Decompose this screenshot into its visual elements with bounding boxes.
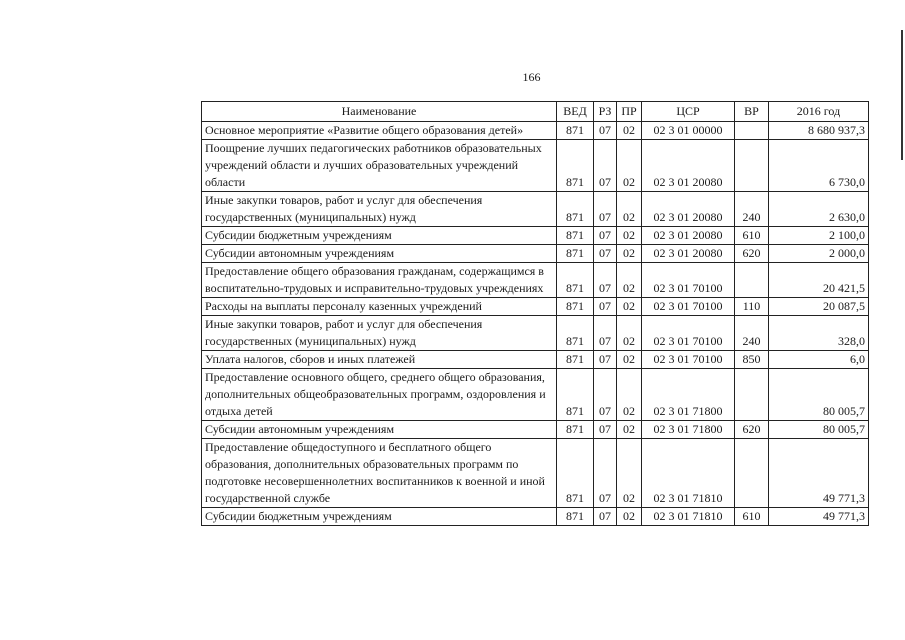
cell-ved: 871 xyxy=(557,122,594,140)
cell-pr: 02 xyxy=(617,263,642,298)
cell-pr: 02 xyxy=(617,439,642,508)
cell-vr: 620 xyxy=(735,245,769,263)
cell-sum: 80 005,7 xyxy=(769,421,869,439)
cell-ved: 871 xyxy=(557,369,594,421)
cell-vr xyxy=(735,122,769,140)
cell-rz: 07 xyxy=(594,263,617,298)
table-row xyxy=(202,263,869,298)
cell-csr: 02 3 01 71810 xyxy=(642,508,735,526)
budget-table xyxy=(201,101,869,526)
cell-vr xyxy=(735,140,769,192)
cell-csr: 02 3 01 70100 xyxy=(642,316,735,351)
header-sum: 2016 год xyxy=(769,102,869,122)
cell-name: Предоставление основного общего, среднего общего образования, дополнительных общеобразовательных программ, оздоровления и отдыха детей xyxy=(202,369,557,421)
cell-vr: 610 xyxy=(735,508,769,526)
cell-sum: 328,0 xyxy=(769,316,869,351)
table-row xyxy=(202,421,869,439)
cell-vr xyxy=(735,263,769,298)
cell-ved: 871 xyxy=(557,316,594,351)
cell-name: Иные закупки товаров, работ и услуг для обеспечения государственных (муниципальных) нужд xyxy=(202,316,557,351)
cell-ved: 871 xyxy=(557,227,594,245)
cell-pr: 02 xyxy=(617,140,642,192)
cell-sum: 80 005,7 xyxy=(769,369,869,421)
cell-name: Предоставление общего образования гражданам, содержащимся в воспитательно-трудовых и исправительно-трудовых учреждениях xyxy=(202,263,557,298)
cell-pr: 02 xyxy=(617,192,642,227)
cell-csr: 02 3 01 20080 xyxy=(642,227,735,245)
table-row xyxy=(202,351,869,369)
page-number: 166 xyxy=(522,70,541,84)
cell-csr: 02 3 01 70100 xyxy=(642,351,735,369)
cell-vr: 240 xyxy=(735,192,769,227)
header-pr: ПР xyxy=(617,102,642,122)
cell-rz: 07 xyxy=(594,140,617,192)
cell-pr: 02 xyxy=(617,122,642,140)
cell-sum: 6 730,0 xyxy=(769,140,869,192)
cell-pr: 02 xyxy=(617,227,642,245)
header-csr: ЦСР xyxy=(642,102,735,122)
cell-sum: 6,0 xyxy=(769,351,869,369)
cell-ved: 871 xyxy=(557,245,594,263)
table-row xyxy=(202,298,869,316)
cell-rz: 07 xyxy=(594,439,617,508)
cell-ved: 871 xyxy=(557,140,594,192)
cell-name: Поощрение лучших педагогических работников образовательных учреждений области и лучших образовательных учреждений области xyxy=(202,140,557,192)
cell-pr: 02 xyxy=(617,351,642,369)
cell-rz: 07 xyxy=(594,369,617,421)
cell-sum: 49 771,3 xyxy=(769,508,869,526)
cell-name: Уплата налогов, сборов и иных платежей xyxy=(202,351,557,369)
cell-rz: 07 xyxy=(594,351,617,369)
cell-csr: 02 3 01 70100 xyxy=(642,263,735,298)
cell-pr: 02 xyxy=(617,298,642,316)
cell-sum: 2 630,0 xyxy=(769,192,869,227)
cell-csr: 02 3 01 70100 xyxy=(642,298,735,316)
cell-sum: 8 680 937,3 xyxy=(769,122,869,140)
cell-vr: 620 xyxy=(735,421,769,439)
cell-csr: 02 3 01 71810 xyxy=(642,439,735,508)
table-row xyxy=(202,192,869,227)
cell-pr: 02 xyxy=(617,421,642,439)
header-name: Наименование xyxy=(202,102,557,122)
table-row xyxy=(202,439,869,508)
cell-ved: 871 xyxy=(557,508,594,526)
cell-sum: 2 000,0 xyxy=(769,245,869,263)
cell-ved: 871 xyxy=(557,192,594,227)
cell-ved: 871 xyxy=(557,351,594,369)
table-row xyxy=(202,245,869,263)
cell-name: Субсидии автономным учреждениям xyxy=(202,421,557,439)
cell-csr: 02 3 01 71800 xyxy=(642,421,735,439)
cell-sum: 2 100,0 xyxy=(769,227,869,245)
cell-pr: 02 xyxy=(617,508,642,526)
cell-pr: 02 xyxy=(617,369,642,421)
header-ved: ВЕД xyxy=(557,102,594,122)
cell-name: Основное мероприятие «Развитие общего образования детей» xyxy=(202,122,557,140)
cell-rz: 07 xyxy=(594,298,617,316)
cell-csr: 02 3 01 00000 xyxy=(642,122,735,140)
cell-vr: 850 xyxy=(735,351,769,369)
cell-ved: 871 xyxy=(557,439,594,508)
cell-ved: 871 xyxy=(557,421,594,439)
table-body xyxy=(202,122,869,526)
cell-vr xyxy=(735,439,769,508)
cell-vr: 610 xyxy=(735,227,769,245)
cell-sum: 49 771,3 xyxy=(769,439,869,508)
header-vr: ВР xyxy=(735,102,769,122)
cell-sum: 20 421,5 xyxy=(769,263,869,298)
table-row xyxy=(202,369,869,421)
cell-rz: 07 xyxy=(594,227,617,245)
table-header-row xyxy=(202,102,869,122)
cell-rz: 07 xyxy=(594,122,617,140)
cell-csr: 02 3 01 71800 xyxy=(642,369,735,421)
cell-ved: 871 xyxy=(557,298,594,316)
table-row xyxy=(202,122,869,140)
table-row xyxy=(202,508,869,526)
table-row xyxy=(202,140,869,192)
cell-name: Субсидии бюджетным учреждениям xyxy=(202,227,557,245)
cell-rz: 07 xyxy=(594,192,617,227)
cell-name: Субсидии автономным учреждениям xyxy=(202,245,557,263)
cell-rz: 07 xyxy=(594,245,617,263)
cell-rz: 07 xyxy=(594,316,617,351)
cell-name: Расходы на выплаты персоналу казенных учреждений xyxy=(202,298,557,316)
cell-rz: 07 xyxy=(594,508,617,526)
cell-vr xyxy=(735,369,769,421)
cell-sum: 20 087,5 xyxy=(769,298,869,316)
cell-rz: 07 xyxy=(594,421,617,439)
cell-csr: 02 3 01 20080 xyxy=(642,192,735,227)
cell-pr: 02 xyxy=(617,245,642,263)
cell-pr: 02 xyxy=(617,316,642,351)
cell-vr: 240 xyxy=(735,316,769,351)
table-row xyxy=(202,227,869,245)
cell-name: Субсидии бюджетным учреждениям xyxy=(202,508,557,526)
cell-ved: 871 xyxy=(557,263,594,298)
cell-name: Иные закупки товаров, работ и услуг для обеспечения государственных (муниципальных) нужд xyxy=(202,192,557,227)
header-rz: РЗ xyxy=(594,102,617,122)
cell-name: Предоставление общедоступного и бесплатного общего образования, дополнительных образовательных программ по подготовке несовершеннолетних воспитанников к военной и иной государственной службе xyxy=(202,439,557,508)
cell-csr: 02 3 01 20080 xyxy=(642,245,735,263)
table-row xyxy=(202,316,869,351)
scan-edge-line xyxy=(901,30,903,160)
cell-vr: 110 xyxy=(735,298,769,316)
cell-csr: 02 3 01 20080 xyxy=(642,140,735,192)
